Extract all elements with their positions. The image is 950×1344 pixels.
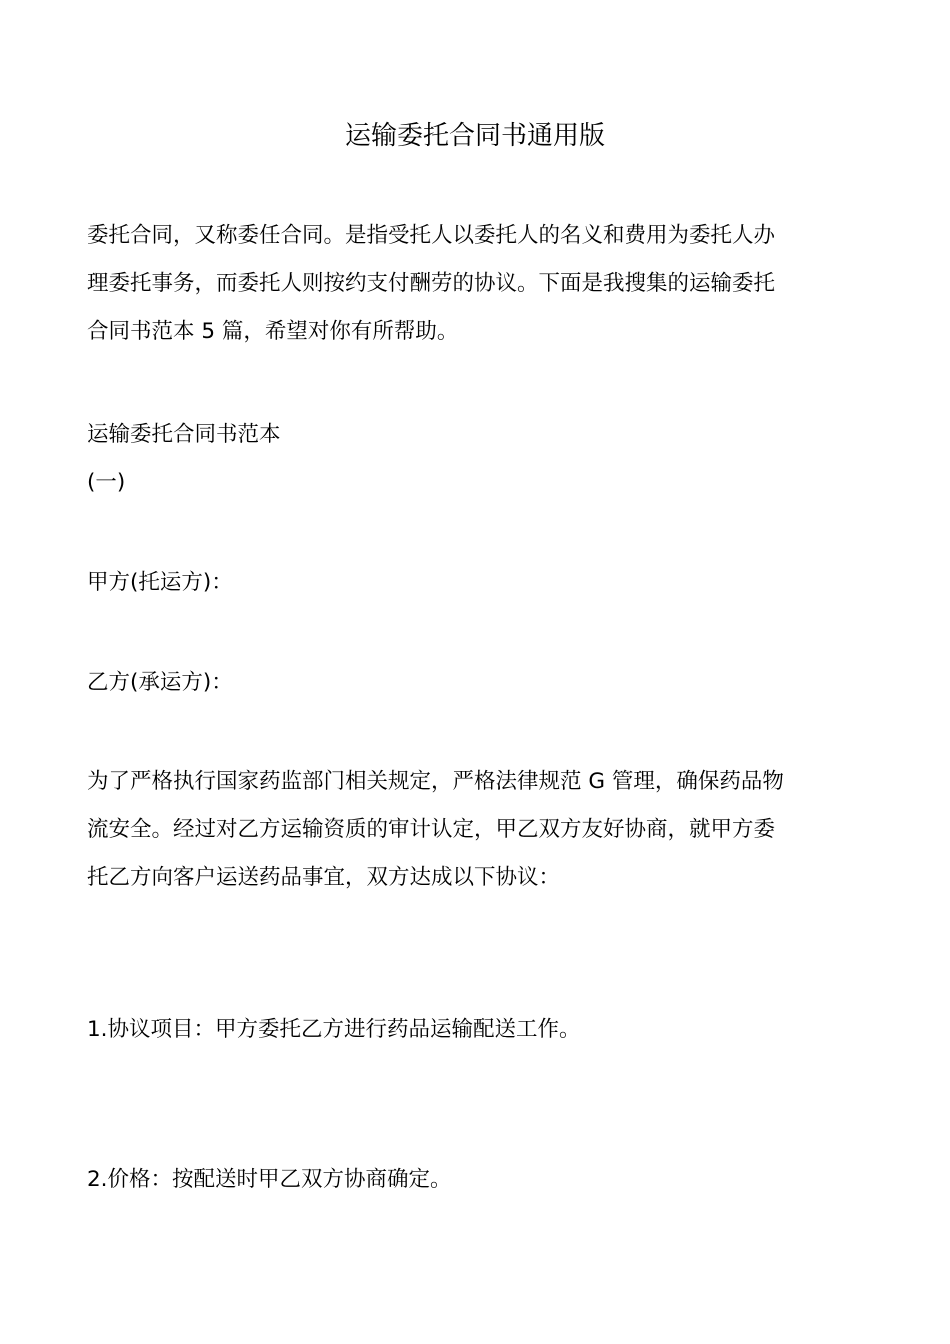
intro-line: 委托合同，又称委任合同。是指受托人以委托人的名义和费用为委托人办 — [87, 223, 776, 248]
party-b-label: 乙方(承运方)： — [87, 670, 233, 695]
purpose-line: 流安全。经过对乙方运输资质的审计认定，甲乙双方友好协商，就甲方委 — [87, 817, 776, 842]
purpose-paragraph — [87, 758, 867, 902]
clause-2: 2.价格：按配送时甲乙双方协商确定。 — [87, 1167, 452, 1192]
intro-line: 理委托事务，而委托人则按约支付酬劳的协议。下面是我搜集的运输委托 — [87, 271, 776, 296]
purpose-line: 托乙方向客户运送药品事宜，双方达成以下协议： — [87, 865, 561, 890]
party-a-label: 甲方(托运方)： — [87, 570, 233, 595]
intro-paragraph — [87, 212, 867, 356]
purpose-line: 为了严格执行国家药监部门相关规定，严格法律规范 G 管理，确保药品物 — [87, 769, 784, 794]
clause-1: 1.协议项目：甲方委托乙方进行药品运输配送工作。 — [87, 1017, 581, 1042]
section-number: (一) — [87, 470, 126, 495]
intro-line: 合同书范本 5 篇，希望对你有所帮助。 — [87, 319, 459, 344]
section-heading: 运输委托合同书范本 — [87, 422, 281, 447]
document-title: 运输委托合同书通用版 — [344, 121, 605, 151]
